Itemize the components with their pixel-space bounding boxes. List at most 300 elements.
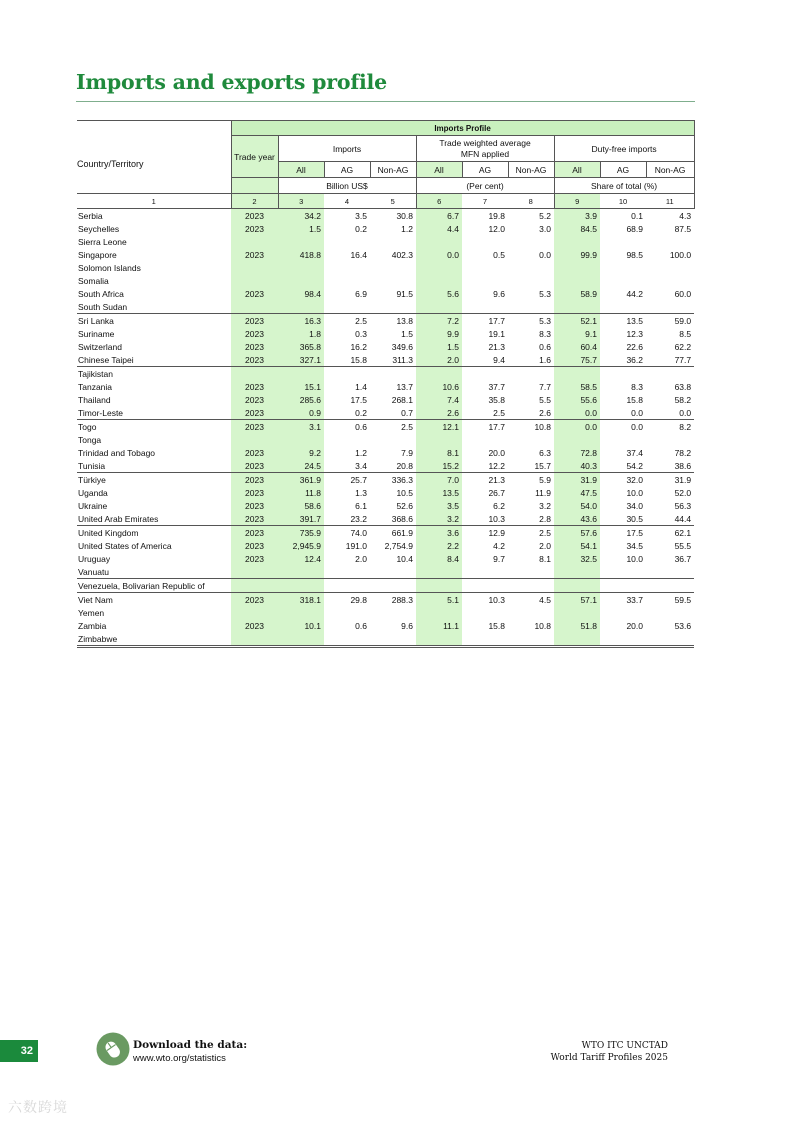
- table-row: [77, 248, 694, 261]
- imports-nonag-cell: [370, 433, 416, 446]
- mfn-nonag-cell: 6.3: [539, 447, 551, 458]
- sub-mfn-all: All: [416, 162, 462, 178]
- table-row: [77, 499, 694, 512]
- dutyfree-ag-cell: 34.0: [626, 500, 643, 511]
- country-cell: Ukraine: [78, 500, 108, 511]
- imports-ag-cell: 2.5: [355, 315, 367, 326]
- dutyfree-all-cell: 32.5: [554, 552, 600, 565]
- imports-ag-cell: 3.4: [324, 459, 370, 473]
- mfn-ag-cell: 19.1: [488, 328, 505, 339]
- dutyfree-nonag-cell: 53.6: [674, 620, 692, 631]
- imports-ag-cell: [324, 606, 370, 619]
- dutyfree-ag-cell: 20.0: [626, 620, 643, 631]
- dutyfree-ag-cell: 68.9: [626, 223, 643, 234]
- mfn-header-line1: Trade weighted average: [439, 137, 531, 148]
- mfn-all-cell: [416, 632, 462, 647]
- imports-ag-cell: [324, 433, 370, 446]
- country-cell: South Sudan: [77, 300, 231, 314]
- imports-nonag-cell: 0.7: [370, 406, 416, 420]
- country-cell: Vanuatu: [77, 565, 231, 579]
- dutyfree-all-cell: 31.9: [554, 473, 600, 487]
- imports-ag-cell: 191.0: [345, 540, 367, 551]
- trade-year-cell: 2023: [231, 619, 278, 632]
- dutyfree-ag-cell: [600, 261, 646, 274]
- table-row: [77, 274, 694, 287]
- mfn-ag-cell: [462, 235, 508, 248]
- dutyfree-ag-cell: 98.5: [626, 249, 643, 260]
- dutyfree-ag-cell: [600, 565, 646, 579]
- imports-nonag-cell: 349.6: [391, 341, 413, 352]
- table-row: [77, 459, 694, 473]
- dutyfree-all-cell: 40.3: [554, 459, 600, 473]
- trade-year-cell: 2023: [231, 393, 278, 406]
- dutyfree-nonag-cell: 56.3: [674, 500, 692, 511]
- dutyfree-ag-cell: 34.5: [626, 540, 643, 551]
- dutyfree-nonag-cell: 8.2: [679, 421, 692, 432]
- trade-year-cell: [231, 632, 278, 647]
- dutyfree-ag-cell: 10.0: [626, 553, 643, 564]
- table-body: [77, 209, 694, 647]
- imports-all-cell: 34.2: [278, 209, 324, 223]
- table-row: [77, 222, 694, 235]
- mfn-all-cell: 7.2: [416, 314, 462, 328]
- imports-all-cell: [278, 632, 324, 647]
- publication-title: World Tariff Profiles 2025: [550, 1053, 668, 1063]
- trade-year-cell: [231, 606, 278, 619]
- dutyfree-all-cell: 9.1: [554, 327, 600, 340]
- sub-df-all: All: [554, 162, 600, 178]
- dutyfree-ag-cell: 44.2: [626, 288, 643, 299]
- dutyfree-nonag-cell: [646, 632, 694, 647]
- imports-all-cell: 0.9: [278, 406, 324, 420]
- dutyfree-nonag-cell: [646, 367, 694, 381]
- mfn-nonag-cell: 2.5: [539, 527, 551, 538]
- imports-all-cell: 1.8: [278, 327, 324, 340]
- mfn-all-cell: 3.6: [416, 526, 462, 540]
- dutyfree-all-cell: 58.5: [554, 380, 600, 393]
- mfn-ag-cell: [462, 300, 508, 314]
- country-cell: Tanzania: [78, 381, 113, 392]
- imports-ag-cell: 16.2: [350, 341, 367, 352]
- mfn-all-cell: 3.5: [416, 499, 462, 512]
- imports-ag-cell: [324, 565, 370, 579]
- imports-nonag-cell: 13.7: [396, 381, 413, 392]
- imports-ag-cell: 6.1: [355, 500, 367, 511]
- dutyfree-nonag-cell: 31.9: [674, 474, 692, 485]
- dutyfree-nonag-cell: [646, 579, 694, 593]
- imports-all-cell: 10.1: [278, 619, 324, 632]
- dutyfree-ag-cell: [600, 367, 646, 381]
- column-number: 8: [508, 194, 554, 209]
- imports-nonag-cell: 402.3: [391, 249, 413, 260]
- dutyfree-ag-cell: [600, 235, 646, 248]
- dutyfree-nonag-cell: 87.5: [674, 223, 692, 234]
- imports-header: Imports: [278, 136, 416, 162]
- country-cell: South Africa: [78, 288, 124, 299]
- dutyfree-nonag-cell: [646, 274, 694, 287]
- mfn-ag-cell: 15.8: [488, 620, 505, 631]
- table-row: [77, 327, 694, 340]
- country-cell: United Arab Emirates: [77, 512, 231, 526]
- imports-ag-cell: 1.3: [355, 487, 367, 498]
- trade-year-cell: 2023: [231, 406, 278, 420]
- column-number: 9: [554, 194, 600, 209]
- dutyfree-nonag-cell: 8.5: [679, 328, 692, 339]
- mfn-all-cell: 7.4: [416, 393, 462, 406]
- trade-year-cell: 2023: [231, 486, 278, 499]
- trade-year-cell: [231, 367, 278, 381]
- imports-all-cell: 58.6: [278, 499, 324, 512]
- country-cell: Switzerland: [78, 341, 122, 352]
- sub-imports-nonag: Non-AG: [370, 162, 416, 178]
- country-cell: Somalia: [78, 275, 109, 286]
- mfn-nonag-cell: 11.9: [535, 487, 551, 498]
- imports-nonag-cell: 311.3: [370, 353, 416, 367]
- mfn-ag-cell: 12.0: [488, 223, 505, 234]
- imports-ag-cell: 0.2: [355, 223, 367, 234]
- dutyfree-all-cell: 54.0: [554, 499, 600, 512]
- table-row: [77, 353, 694, 367]
- imports-all-cell: 318.1: [278, 593, 324, 607]
- dutyfree-ag-cell: 15.8: [626, 394, 643, 405]
- trade-year-cell: [231, 433, 278, 446]
- mfn-ag-cell: 37.7: [488, 381, 505, 392]
- dutyfree-nonag-cell: 77.7: [646, 353, 694, 367]
- imports-nonag-cell: 336.3: [391, 474, 413, 485]
- column-number: 10: [600, 194, 646, 209]
- imports-all-cell: 12.4: [278, 552, 324, 565]
- mfn-all-cell: 9.9: [416, 327, 462, 340]
- mfn-nonag-cell: [508, 606, 554, 619]
- column-number: 4: [324, 194, 370, 209]
- country-header: Country/Territory: [77, 159, 144, 170]
- imports-all-cell: [278, 367, 324, 381]
- column-number: 1: [77, 194, 231, 209]
- dutyfree-all-cell: [554, 579, 600, 593]
- page-title: Imports and exports profile: [76, 70, 387, 94]
- imports-nonag-cell: 52.6: [396, 500, 413, 511]
- dutyfree-all-cell: 51.8: [554, 619, 600, 632]
- table-row: [77, 433, 694, 446]
- trade-year-cell: [231, 579, 278, 593]
- imports-nonag-cell: [370, 300, 416, 314]
- country-cell: Türkiye: [78, 474, 106, 485]
- dutyfree-nonag-cell: 0.0: [646, 406, 694, 420]
- imports-all-cell: 16.3: [278, 314, 324, 328]
- column-number: 3: [278, 194, 324, 209]
- imports-nonag-cell: [370, 274, 416, 287]
- mfn-nonag-cell: 10.8: [534, 620, 551, 631]
- mfn-ag-cell: 4.2: [493, 540, 505, 551]
- trade-year-header: Trade year: [231, 136, 278, 178]
- trade-year-cell: 2023: [231, 593, 278, 607]
- download-link[interactable]: www.wto.org/statistics: [133, 1053, 226, 1064]
- dutyfree-nonag-cell: [646, 300, 694, 314]
- imports-ag-cell: 0.2: [324, 406, 370, 420]
- table-row: [77, 579, 694, 593]
- imports-all-cell: [278, 606, 324, 619]
- column-number: 5: [370, 194, 416, 209]
- imports-all-cell: 361.9: [278, 473, 324, 487]
- imports-all-cell: 285.6: [278, 393, 324, 406]
- imports-nonag-cell: [370, 632, 416, 647]
- imports-ag-cell: 0.6: [355, 421, 367, 432]
- imports-all-cell: 735.9: [278, 526, 324, 540]
- country-cell: Suriname: [78, 328, 115, 339]
- table-row: [77, 565, 694, 579]
- mfn-ag-cell: [462, 565, 508, 579]
- imports-nonag-cell: [370, 235, 416, 248]
- mfn-nonag-cell: [508, 235, 554, 248]
- mfn-nonag-cell: [508, 261, 554, 274]
- mfn-ag-cell: 35.8: [488, 394, 505, 405]
- mfn-nonag-cell: 0.6: [539, 341, 551, 352]
- dutyfree-ag-cell: 37.4: [626, 447, 643, 458]
- sub-mfn-ag: AG: [462, 162, 508, 178]
- mfn-header-line2: MFN applied: [460, 148, 510, 159]
- table-row: [77, 261, 694, 274]
- imports-all-cell: [278, 579, 324, 593]
- publisher: WTO ITC UNCTAD: [581, 1041, 668, 1051]
- mfn-all-cell: 6.7: [416, 209, 462, 223]
- imports-all-cell: 15.1: [278, 380, 324, 393]
- mfn-ag-cell: 26.7: [488, 487, 505, 498]
- unit-imports: Billion US$: [278, 178, 416, 194]
- dutyfree-ag-cell: 0.1: [631, 210, 643, 221]
- trade-year-cell: 2023: [231, 222, 278, 235]
- imports-profile-table: [77, 120, 695, 648]
- download-mouse-icon[interactable]: [96, 1032, 130, 1066]
- imports-all-cell: [278, 235, 324, 248]
- dutyfree-all-cell: 84.5: [554, 222, 600, 235]
- mfn-nonag-cell: 3.0: [539, 223, 551, 234]
- imports-nonag-cell: 7.9: [401, 447, 413, 458]
- table-row: [77, 593, 694, 607]
- dutyfree-all-cell: 0.0: [554, 406, 600, 420]
- column-number: 7: [462, 194, 508, 209]
- dutyfree-nonag-cell: [646, 235, 694, 248]
- dutyfree-ag-cell: 10.0: [626, 487, 643, 498]
- imports-ag-cell: 25.7: [350, 474, 367, 485]
- dutyfree-all-cell: 3.9: [554, 209, 600, 223]
- table-row: [77, 539, 694, 552]
- mfn-all-cell: 8.4: [416, 552, 462, 565]
- imports-ag-cell: 29.8: [350, 594, 367, 605]
- table-row: [77, 526, 694, 540]
- mfn-all-cell: 5.6: [416, 287, 462, 300]
- mfn-ag-cell: 12.9: [488, 527, 505, 538]
- dutyfree-ag-cell: 13.5: [626, 315, 643, 326]
- column-number: 2: [231, 194, 278, 209]
- mfn-ag-cell: 21.3: [488, 341, 505, 352]
- imports-nonag-cell: [370, 579, 416, 593]
- country-cell: Tonga: [78, 434, 102, 445]
- imports-all-cell: 391.7: [278, 512, 324, 526]
- country-cell: Uruguay: [78, 553, 111, 564]
- trade-year-cell: 2023: [231, 526, 278, 540]
- dutyfree-all-cell: [554, 606, 600, 619]
- watermark: 六数跨境: [8, 1099, 68, 1115]
- imports-ag-cell: [324, 300, 370, 314]
- mfn-ag-cell: 17.7: [488, 315, 505, 326]
- dutyfree-ag-cell: 0.0: [600, 406, 646, 420]
- imports-nonag-cell: 1.2: [401, 223, 413, 234]
- mfn-ag-cell: [462, 274, 508, 287]
- mfn-ag-cell: [462, 606, 508, 619]
- imports-all-cell: [278, 274, 324, 287]
- country-cell: Tunisia: [77, 459, 231, 473]
- column-number-row: [77, 194, 694, 209]
- trade-year-cell: [231, 565, 278, 579]
- imports-ag-cell: 23.2: [324, 512, 370, 526]
- trade-year-cell: 2023: [231, 446, 278, 459]
- mfn-nonag-cell: 4.5: [539, 594, 551, 605]
- sub-df-nonag: Non-AG: [646, 162, 694, 178]
- dutyfree-ag-cell: [600, 433, 646, 446]
- dutyfree-all-cell: [554, 235, 600, 248]
- dutyfree-nonag-cell: [646, 565, 694, 579]
- imports-all-cell: 11.8: [278, 486, 324, 499]
- imports-ag-cell: [324, 261, 370, 274]
- imports-all-cell: 365.8: [278, 340, 324, 353]
- mfn-ag-cell: 9.7: [493, 553, 505, 564]
- dutyfree-all-cell: 57.6: [554, 526, 600, 540]
- imports-nonag-cell: 661.9: [391, 527, 413, 538]
- imports-ag-cell: 6.9: [355, 288, 367, 299]
- dutyfree-ag-cell: 8.3: [631, 381, 643, 392]
- mfn-all-cell: 15.2: [416, 459, 462, 473]
- dutyfree-nonag-cell: [646, 606, 694, 619]
- imports-nonag-cell: [370, 565, 416, 579]
- imports-ag-cell: [324, 367, 370, 381]
- dutyfree-ag-cell: 12.3: [626, 328, 643, 339]
- dutyfree-all-cell: [554, 565, 600, 579]
- mfn-nonag-cell: 5.3: [539, 315, 551, 326]
- mfn-ag-cell: 10.3: [462, 512, 508, 526]
- dutyfree-nonag-cell: 62.1: [674, 527, 692, 538]
- dutyfree-all-cell: 58.9: [554, 287, 600, 300]
- mfn-nonag-cell: 0.0: [539, 249, 551, 260]
- dutyfree-all-cell: 75.7: [554, 353, 600, 367]
- sub-df-ag: AG: [600, 162, 646, 178]
- mfn-all-cell: [416, 235, 462, 248]
- mfn-nonag-cell: [508, 579, 554, 593]
- trade-year-unit-blank: [231, 178, 278, 194]
- trade-year-cell: 2023: [231, 248, 278, 261]
- trade-year-cell: 2023: [231, 314, 278, 328]
- trade-year-cell: 2023: [231, 327, 278, 340]
- imports-all-cell: 2,945.9: [278, 539, 324, 552]
- imports-nonag-cell: 2,754.9: [384, 540, 413, 551]
- trade-year-cell: 2023: [231, 499, 278, 512]
- imports-profile-header: Imports Profile: [231, 121, 694, 136]
- imports-nonag-cell: [370, 606, 416, 619]
- dutyfree-ag-cell: 32.0: [626, 474, 643, 485]
- trade-year-cell: 2023: [231, 340, 278, 353]
- imports-ag-cell: 74.0: [350, 527, 367, 538]
- imports-nonag-cell: 10.4: [396, 553, 413, 564]
- mfn-ag-cell: [462, 579, 508, 593]
- imports-all-cell: 327.1: [278, 353, 324, 367]
- country-cell: Uganda: [78, 487, 108, 498]
- mfn-ag-cell: 9.4: [462, 353, 508, 367]
- column-number: 6: [416, 194, 462, 209]
- mfn-nonag-cell: 2.8: [508, 512, 554, 526]
- imports-ag-cell: [324, 632, 370, 647]
- mfn-all-cell: 13.5: [416, 486, 462, 499]
- imports-all-cell: [278, 261, 324, 274]
- country-cell: Sierra Leone: [78, 236, 127, 247]
- imports-nonag-cell: 30.8: [396, 210, 413, 221]
- sub-imports-ag: AG: [324, 162, 370, 178]
- country-cell: Yemen: [78, 607, 105, 618]
- dutyfree-all-cell: [554, 367, 600, 381]
- imports-ag-cell: [324, 579, 370, 593]
- mfn-all-cell: 1.5: [416, 340, 462, 353]
- imports-nonag-cell: [370, 261, 416, 274]
- dutyfree-ag-cell: 0.0: [631, 421, 643, 432]
- country-cell: Zimbabwe: [77, 632, 231, 647]
- trade-year-cell: [231, 274, 278, 287]
- dutyfree-nonag-cell: [646, 433, 694, 446]
- table-row: [77, 367, 694, 381]
- mfn-all-cell: 2.0: [416, 353, 462, 367]
- imports-nonag-cell: 288.3: [391, 594, 413, 605]
- dutyfree-header: Duty-free imports: [554, 136, 694, 162]
- imports-ag-cell: 1.4: [355, 381, 367, 392]
- country-cell: Viet Nam: [78, 594, 113, 605]
- imports-ag-cell: 1.2: [355, 447, 367, 458]
- trade-year-cell: [231, 235, 278, 248]
- mfn-all-cell: 7.0: [416, 473, 462, 487]
- imports-ag-cell: 2.0: [355, 553, 367, 564]
- mfn-all-cell: [416, 565, 462, 579]
- table-row: [77, 512, 694, 526]
- dutyfree-all-cell: 99.9: [554, 248, 600, 261]
- country-cell: Trinidad and Tobago: [78, 447, 156, 458]
- imports-all-cell: 418.8: [278, 248, 324, 261]
- trade-year-cell: 2023: [231, 539, 278, 552]
- mfn-nonag-cell: [508, 565, 554, 579]
- imports-ag-cell: 0.6: [355, 620, 367, 631]
- mfn-all-cell: [416, 367, 462, 381]
- mfn-all-cell: 8.1: [416, 446, 462, 459]
- imports-ag-cell: 3.5: [355, 210, 367, 221]
- trade-year-cell: 2023: [231, 380, 278, 393]
- trade-year-cell: [231, 261, 278, 274]
- mfn-all-cell: [416, 433, 462, 446]
- mfn-ag-cell: 0.5: [493, 249, 505, 260]
- imports-all-cell: [278, 300, 324, 314]
- imports-nonag-cell: 268.1: [391, 394, 413, 405]
- dutyfree-all-cell: 57.1: [554, 593, 600, 607]
- mfn-ag-cell: 19.8: [488, 210, 505, 221]
- mfn-all-cell: [416, 261, 462, 274]
- country-cell: Seychelles: [78, 223, 120, 234]
- mfn-ag-cell: [462, 367, 508, 381]
- corner-blank: [77, 121, 231, 136]
- imports-all-cell: [278, 565, 324, 579]
- mfn-all-cell: [416, 606, 462, 619]
- imports-ag-cell: 17.5: [350, 394, 367, 405]
- mfn-nonag-cell: 5.9: [539, 474, 551, 485]
- imports-all-cell: 9.2: [278, 446, 324, 459]
- dutyfree-all-cell: 55.6: [554, 393, 600, 406]
- table-row: [77, 393, 694, 406]
- dutyfree-all-cell: 43.6: [554, 512, 600, 526]
- mfn-ag-cell: [462, 632, 508, 647]
- imports-ag-cell: 16.4: [350, 249, 367, 260]
